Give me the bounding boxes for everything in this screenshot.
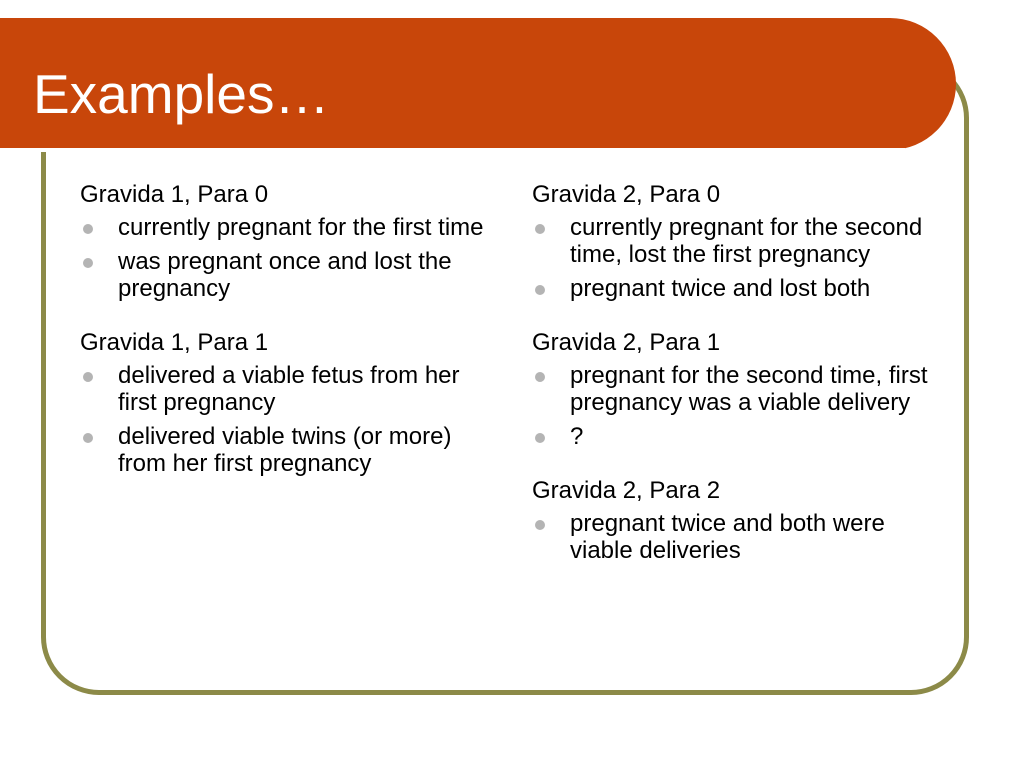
list-item-text: pregnant for the second time, first pregnancy was a viable delivery	[570, 362, 928, 416]
right-column	[532, 180, 952, 590]
bullet-dot-icon	[83, 372, 93, 382]
bullet-dot-icon	[535, 520, 545, 530]
bullet-dot-icon	[83, 224, 93, 234]
group-gravida-2-para-2	[532, 476, 952, 564]
bullet-dot-icon	[535, 285, 545, 295]
list-item-text: currently pregnant for the second time, lost the first pregnancy	[570, 214, 923, 268]
bullet-dot-icon	[535, 372, 545, 382]
list-item	[532, 423, 952, 450]
list-item	[532, 275, 952, 302]
list-item-text: delivered viable twins (or more) from her first pregnancy	[118, 423, 452, 477]
bullet-list	[80, 362, 500, 477]
list-item	[80, 248, 500, 302]
bullet-dot-icon	[535, 433, 545, 443]
list-item	[80, 362, 500, 416]
list-item	[80, 423, 500, 477]
list-item-text: pregnant twice and both were viable deliveries	[570, 510, 885, 564]
group-gravida-2-para-0	[532, 180, 952, 302]
list-item-text: was pregnant once and lost the pregnancy	[118, 248, 452, 302]
title-underline	[0, 148, 905, 152]
list-item	[532, 362, 952, 416]
list-item-text: pregnant twice and lost both	[570, 275, 871, 302]
group-heading: Gravida 1, Para 1	[80, 329, 269, 356]
bullet-list	[532, 214, 952, 302]
list-item	[532, 214, 952, 268]
slide-title: Examples…	[33, 63, 330, 125]
group-heading: Gravida 2, Para 1	[532, 329, 721, 356]
bullet-dot-icon	[535, 224, 545, 234]
bullet-list	[532, 362, 952, 450]
group-heading: Gravida 2, Para 2	[532, 477, 721, 504]
group-gravida-1-para-1	[80, 328, 500, 477]
list-item-text: delivered a viable fetus from her first pregnancy	[118, 362, 460, 416]
list-item-text: ?	[570, 423, 584, 450]
group-gravida-2-para-1	[532, 328, 952, 450]
bullet-list	[532, 510, 952, 564]
group-gravida-1-para-0	[80, 180, 500, 302]
bullet-list	[80, 214, 500, 302]
list-item	[80, 214, 500, 241]
list-item	[532, 510, 952, 564]
bullet-dot-icon	[83, 258, 93, 268]
title-bar	[0, 18, 956, 150]
bullet-dot-icon	[83, 433, 93, 443]
group-heading: Gravida 1, Para 0	[80, 181, 269, 208]
group-heading: Gravida 2, Para 0	[532, 181, 721, 208]
list-item-text: currently pregnant for the first time	[118, 214, 484, 241]
left-column	[80, 180, 500, 503]
